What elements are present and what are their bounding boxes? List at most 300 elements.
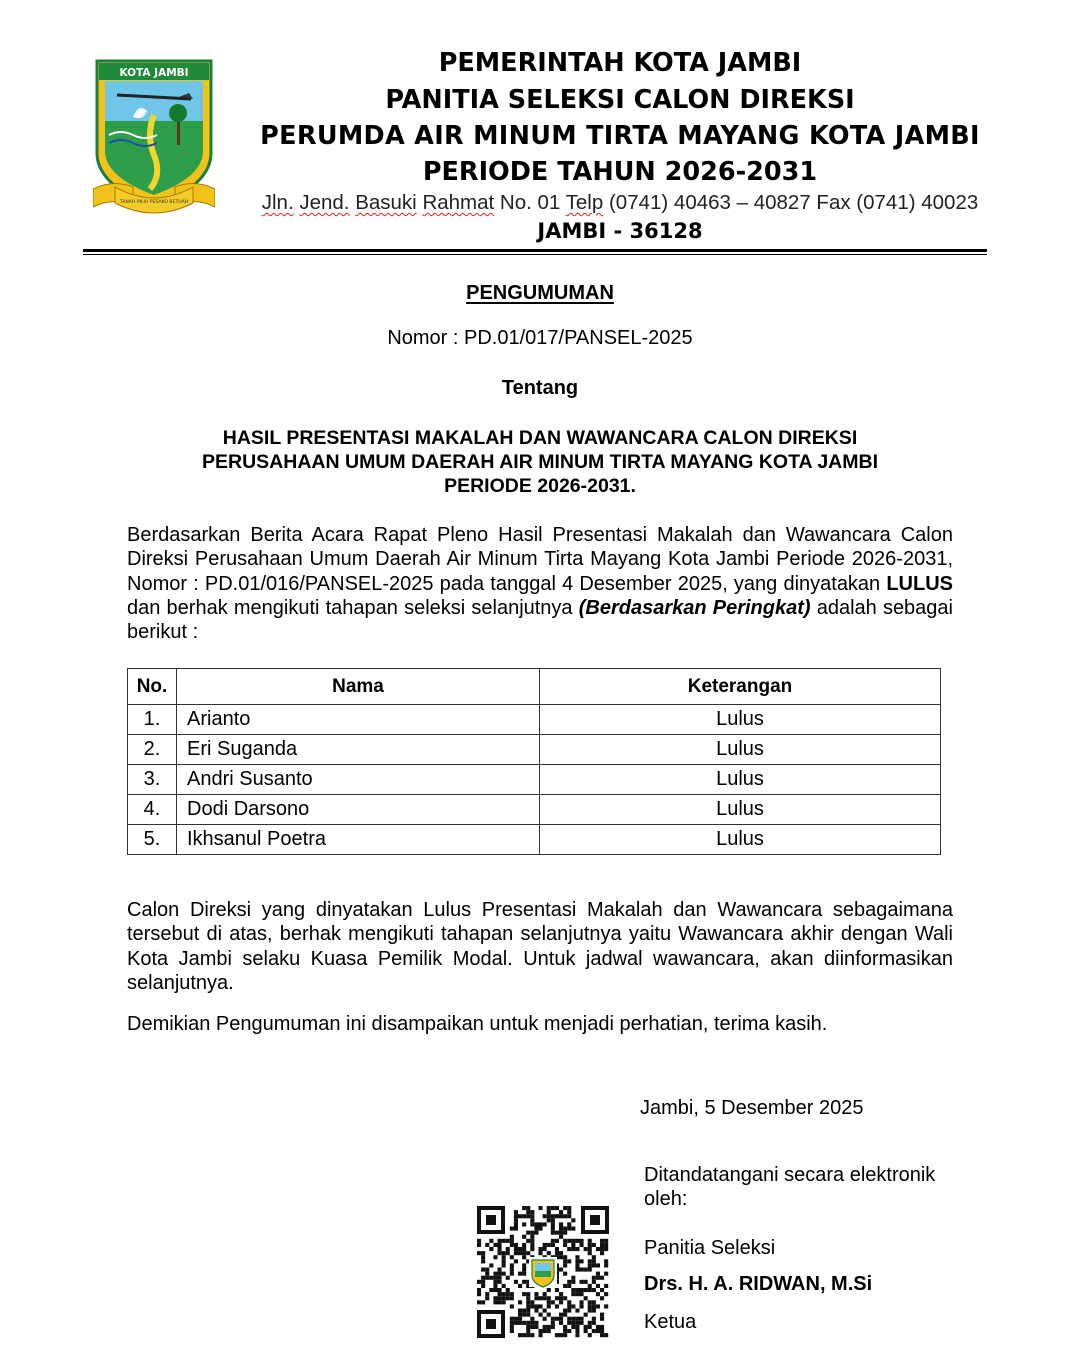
qr-module xyxy=(534,1292,538,1296)
cell-keterangan: Lulus xyxy=(540,825,941,855)
qr-module xyxy=(522,1280,526,1284)
qr-module xyxy=(588,1304,592,1308)
qr-module xyxy=(575,1239,579,1243)
qr-module xyxy=(526,1300,530,1304)
qr-module xyxy=(604,1333,608,1337)
qr-module xyxy=(543,1222,547,1226)
qr-module xyxy=(559,1227,563,1231)
qr-module xyxy=(563,1227,567,1231)
qr-module xyxy=(493,1288,497,1292)
qr-module xyxy=(592,1255,596,1259)
qr-module xyxy=(539,1296,543,1300)
qr-module xyxy=(530,1300,534,1304)
qr-module xyxy=(551,1317,555,1321)
qr-module xyxy=(547,1218,551,1222)
qr-module xyxy=(493,1296,497,1300)
qr-module xyxy=(559,1300,563,1304)
results-table xyxy=(127,668,941,855)
qr-module xyxy=(555,1231,559,1235)
qr-module xyxy=(518,1313,522,1317)
qr-module xyxy=(575,1268,579,1272)
qr-module xyxy=(506,1247,510,1251)
qr-module xyxy=(543,1243,547,1247)
qr-module xyxy=(522,1222,526,1226)
qr-module xyxy=(604,1272,608,1276)
qr-module xyxy=(588,1300,592,1304)
qr-module xyxy=(555,1288,559,1292)
qr-module xyxy=(588,1239,592,1243)
qr-module xyxy=(481,1300,485,1304)
qr-module xyxy=(551,1325,555,1329)
qr-module xyxy=(481,1251,485,1255)
qr-module xyxy=(526,1313,530,1317)
qr-module xyxy=(580,1280,584,1284)
cell-no: 1. xyxy=(128,705,177,735)
qr-module xyxy=(547,1313,551,1317)
qr-module xyxy=(592,1288,596,1292)
qr-module xyxy=(600,1251,604,1255)
qr-module xyxy=(580,1321,584,1325)
qr-module xyxy=(502,1300,506,1304)
qr-module xyxy=(547,1300,551,1304)
qr-module xyxy=(563,1284,567,1288)
letterhead-line-4: PERIODE TAHUN 2026-2031 xyxy=(422,157,818,187)
qr-module xyxy=(493,1280,497,1284)
qr-module xyxy=(563,1333,567,1337)
qr-module xyxy=(526,1210,530,1214)
qr-module xyxy=(534,1309,538,1313)
qr-module xyxy=(510,1304,514,1308)
qr-module xyxy=(477,1280,481,1284)
qr-module xyxy=(518,1300,522,1304)
qr-module xyxy=(510,1317,514,1321)
intro-paragraph: Berdasarkan Berita Acara Rapat Pleno Hasil Presentasi Makalah dan Wawancara Calon Direksi Perusahaan Umum Daerah Air Minum Tirta Mayang Kota Jambi Periode 2026-2031, Nomor : PD.01/016/PANSEL-2025 pada tanggal 4 Desember 2025, yang dinyatakan LULUS dan berhak mengikuti tahapan seleksi selanjutnya (Berdasarkan Peringkat) adalah sebagai berikut : xyxy=(127,524,953,644)
cell-nama: Ikhsanul Poetra xyxy=(177,825,540,855)
cell-keterangan: Lulus xyxy=(540,735,941,765)
qr-module xyxy=(514,1218,518,1222)
qr-module xyxy=(510,1235,514,1239)
qr-module xyxy=(596,1276,600,1280)
qr-module xyxy=(502,1296,506,1300)
qr-module xyxy=(514,1243,518,1247)
qr-module xyxy=(563,1214,567,1218)
qr-module xyxy=(502,1259,506,1263)
qr-module xyxy=(514,1251,518,1255)
col-keterangan: Keterangan xyxy=(540,669,941,705)
qr-module xyxy=(530,1218,534,1222)
qr-module xyxy=(588,1333,592,1337)
qr-module xyxy=(567,1300,571,1304)
qr-module xyxy=(567,1259,571,1263)
qr-module xyxy=(506,1276,510,1280)
qr-module xyxy=(539,1333,543,1337)
qr-module xyxy=(477,1292,481,1296)
qr-module xyxy=(567,1317,571,1321)
qr-module xyxy=(518,1251,522,1255)
announcement-title: HASIL PRESENTASI MAKALAH DAN WAWANCARA CALON DIREKSI PERUSAHAAN UMUM DAERAH AIR MINUM TIRTA MAYANG KOTA JAMBI PERIODE 2026-2031. xyxy=(202,427,878,497)
qr-module xyxy=(543,1214,547,1218)
qr-module xyxy=(477,1300,481,1304)
qr-module xyxy=(502,1239,506,1243)
qr-module xyxy=(485,1272,489,1276)
qr-module xyxy=(567,1227,571,1231)
qr-module xyxy=(477,1243,481,1247)
qr-module xyxy=(600,1317,604,1321)
qr-module xyxy=(498,1243,502,1247)
letterhead-city: JAMBI - 36128 xyxy=(537,219,703,243)
qr-module xyxy=(530,1325,534,1329)
qr-module xyxy=(596,1329,600,1333)
qr-module xyxy=(526,1214,530,1218)
cell-no: 5. xyxy=(128,825,177,855)
qr-module xyxy=(563,1296,567,1300)
col-no: No. xyxy=(128,669,177,705)
qr-module xyxy=(559,1214,563,1218)
qr-module xyxy=(575,1292,579,1296)
qr-module xyxy=(563,1313,567,1317)
electronic-signature-note: Ditandatangani secara elektronik oleh: xyxy=(644,1164,936,1210)
qr-module xyxy=(526,1251,530,1255)
qr-module xyxy=(559,1317,563,1321)
qr-module xyxy=(584,1288,588,1292)
qr-module xyxy=(563,1309,567,1313)
qr-module xyxy=(514,1259,518,1263)
qr-module xyxy=(506,1296,510,1300)
qr-module xyxy=(592,1300,596,1304)
qr-module xyxy=(522,1247,526,1251)
qr-module xyxy=(580,1268,584,1272)
signature-date: Jambi, 5 Desember 2025 xyxy=(640,1097,864,1119)
qr-module xyxy=(539,1227,543,1231)
svg-text:KOTA JAMBI: KOTA JAMBI xyxy=(119,67,189,79)
qr-module xyxy=(526,1292,530,1296)
qr-module xyxy=(571,1247,575,1251)
qr-module xyxy=(580,1259,584,1263)
qr-module xyxy=(588,1263,592,1267)
qr-module xyxy=(498,1288,502,1292)
qr-module xyxy=(514,1317,518,1321)
qr-module xyxy=(559,1235,563,1239)
qr-module xyxy=(559,1292,563,1296)
qr-module xyxy=(604,1243,608,1247)
qr-module xyxy=(604,1259,608,1263)
qr-module xyxy=(522,1214,526,1218)
qr-module xyxy=(498,1300,502,1304)
qr-module xyxy=(555,1251,559,1255)
qr-module xyxy=(596,1284,600,1288)
qr-module xyxy=(534,1321,538,1325)
qr-module xyxy=(510,1243,514,1247)
qr-code-icon xyxy=(476,1205,610,1339)
qr-module xyxy=(510,1268,514,1272)
qr-module xyxy=(485,1268,489,1272)
qr-module xyxy=(580,1243,584,1247)
table-row xyxy=(128,735,941,765)
qr-module xyxy=(584,1280,588,1284)
cell-keterangan: Lulus xyxy=(540,795,941,825)
qr-module xyxy=(539,1251,543,1255)
qr-module xyxy=(588,1243,592,1247)
qr-module xyxy=(600,1333,604,1337)
qr-module xyxy=(530,1210,534,1214)
qr-module xyxy=(530,1317,534,1321)
qr-module xyxy=(498,1272,502,1276)
qr-module xyxy=(592,1280,596,1284)
qr-module xyxy=(518,1284,522,1288)
qr-module xyxy=(498,1292,502,1296)
qr-module xyxy=(498,1276,502,1280)
qr-module xyxy=(563,1231,567,1235)
qr-module xyxy=(600,1329,604,1333)
qr-module xyxy=(530,1235,534,1239)
qr-module xyxy=(530,1304,534,1308)
qr-module xyxy=(559,1321,563,1325)
qr-module xyxy=(514,1247,518,1251)
cell-no: 2. xyxy=(128,735,177,765)
qr-module xyxy=(489,1288,493,1292)
qr-module xyxy=(571,1321,575,1325)
qr-module xyxy=(580,1317,584,1321)
qr-module xyxy=(506,1239,510,1243)
qr-module xyxy=(530,1243,534,1247)
qr-module xyxy=(551,1321,555,1325)
qr-module xyxy=(518,1272,522,1276)
table-header-row xyxy=(128,669,941,705)
qr-module xyxy=(551,1239,555,1243)
qr-module xyxy=(522,1321,526,1325)
qr-module xyxy=(477,1251,481,1255)
signatory-role: Ketua xyxy=(644,1311,697,1333)
qr-module xyxy=(547,1214,551,1218)
qr-module xyxy=(539,1222,543,1226)
qr-module xyxy=(493,1300,497,1304)
qr-module xyxy=(596,1292,600,1296)
qr-module xyxy=(539,1313,543,1317)
qr-module xyxy=(485,1243,489,1247)
qr-module xyxy=(526,1239,530,1243)
qr-module xyxy=(526,1321,530,1325)
qr-module xyxy=(522,1333,526,1337)
qr-module xyxy=(604,1263,608,1267)
qr-module xyxy=(477,1239,481,1243)
letterhead-line-3: PERUMDA AIR MINUM TIRTA MAYANG KOTA JAMBI xyxy=(260,121,980,151)
qr-module xyxy=(510,1292,514,1296)
qr-module xyxy=(502,1284,506,1288)
closing-paragraph: Demikian Pengumuman ini disampaikan untuk menjadi perhatian, terima kasih. xyxy=(127,1013,828,1035)
qr-module xyxy=(551,1222,555,1226)
qr-module xyxy=(526,1309,530,1313)
cell-no: 3. xyxy=(128,765,177,795)
qr-module xyxy=(555,1333,559,1337)
qr-module xyxy=(498,1268,502,1272)
qr-module xyxy=(571,1239,575,1243)
qr-module xyxy=(563,1329,567,1333)
qr-module xyxy=(526,1304,530,1308)
qr-module xyxy=(502,1255,506,1259)
qr-module xyxy=(551,1300,555,1304)
qr-module xyxy=(588,1325,592,1329)
qr-module xyxy=(588,1321,592,1325)
qr-module xyxy=(563,1255,567,1259)
qr-module xyxy=(604,1292,608,1296)
qr-module xyxy=(506,1292,510,1296)
qr-module xyxy=(547,1206,551,1210)
qr-module xyxy=(559,1255,563,1259)
qr-module xyxy=(514,1321,518,1325)
qr-module xyxy=(559,1222,563,1226)
qr-module xyxy=(555,1206,559,1210)
qr-module xyxy=(493,1276,497,1280)
qr-module xyxy=(571,1280,575,1284)
qr-module xyxy=(539,1247,543,1251)
announcement-about: Tentang xyxy=(501,377,579,399)
letterhead-address: Jln. Jend. Basuki Rahmat No. 01 Telp (0741) 40463 – 40827 Fax (0741) 40023 xyxy=(261,191,979,214)
qr-module xyxy=(522,1255,526,1259)
qr-module xyxy=(588,1251,592,1255)
qr-module xyxy=(592,1309,596,1313)
qr-module xyxy=(514,1210,518,1214)
kota-jambi-logo xyxy=(93,57,215,217)
qr-module xyxy=(506,1251,510,1255)
cell-nama: Dodi Darsono xyxy=(177,795,540,825)
qr-module xyxy=(526,1329,530,1333)
qr-module xyxy=(588,1309,592,1313)
qr-module xyxy=(547,1251,551,1255)
signatory-name: Drs. H. A. RIDWAN, M.Si xyxy=(644,1273,873,1295)
qr-module xyxy=(539,1329,543,1333)
qr-module xyxy=(600,1313,604,1317)
qr-module xyxy=(575,1309,579,1313)
qr-module xyxy=(534,1231,538,1235)
qr-module xyxy=(567,1329,571,1333)
qr-module xyxy=(559,1231,563,1235)
qr-module xyxy=(551,1214,555,1218)
qr-module xyxy=(530,1231,534,1235)
qr-module xyxy=(543,1247,547,1251)
qr-module xyxy=(567,1239,571,1243)
qr-module xyxy=(575,1255,579,1259)
qr-module xyxy=(547,1210,551,1214)
qr-module xyxy=(551,1206,555,1210)
qr-module xyxy=(522,1309,526,1313)
qr-module xyxy=(534,1227,538,1231)
svg-text:TANAH PILIH PESAKO BETUAH: TANAH PILIH PESAKO BETUAH xyxy=(119,200,189,205)
qr-module xyxy=(514,1222,518,1226)
qr-module xyxy=(530,1333,534,1337)
qr-module xyxy=(522,1268,526,1272)
qr-module xyxy=(489,1263,493,1267)
qr-module xyxy=(522,1292,526,1296)
qr-module xyxy=(498,1296,502,1300)
qr-module xyxy=(575,1259,579,1263)
qr-module xyxy=(543,1325,547,1329)
letterhead-divider-thin xyxy=(83,254,987,255)
qr-module xyxy=(563,1325,567,1329)
qr-module xyxy=(510,1321,514,1325)
qr-module xyxy=(580,1292,584,1296)
qr-module xyxy=(580,1288,584,1292)
qr-module xyxy=(555,1247,559,1251)
qr-module xyxy=(559,1296,563,1300)
qr-module xyxy=(547,1329,551,1333)
qr-module xyxy=(489,1276,493,1280)
qr-module xyxy=(584,1329,588,1333)
qr-module xyxy=(551,1243,555,1247)
qr-module xyxy=(575,1325,579,1329)
qr-module xyxy=(584,1268,588,1272)
qr-module xyxy=(526,1333,530,1337)
qr-module xyxy=(485,1292,489,1296)
qr-module xyxy=(592,1259,596,1263)
qr-module xyxy=(498,1251,502,1255)
qr-module xyxy=(592,1276,596,1280)
qr-module xyxy=(510,1239,514,1243)
qr-module xyxy=(600,1247,604,1251)
announcement-heading: PENGUMUMAN xyxy=(466,282,614,304)
qr-module xyxy=(596,1325,600,1329)
qr-module xyxy=(567,1321,571,1325)
qr-module xyxy=(571,1243,575,1247)
qr-module xyxy=(596,1263,600,1267)
qr-module xyxy=(510,1325,514,1329)
qr-module xyxy=(575,1329,579,1333)
qr-module xyxy=(514,1214,518,1218)
qr-module xyxy=(514,1280,518,1284)
qr-module xyxy=(592,1263,596,1267)
qr-module xyxy=(526,1231,530,1235)
cell-nama: Andri Susanto xyxy=(177,765,540,795)
qr-module xyxy=(547,1304,551,1308)
signature-committee: Panitia Seleksi xyxy=(644,1237,776,1259)
qr-module xyxy=(481,1255,485,1259)
letterhead-line-2: PANITIA SELEKSI CALON DIREKSI xyxy=(385,85,855,115)
qr-module xyxy=(493,1272,497,1276)
qr-module xyxy=(530,1222,534,1226)
qr-module xyxy=(510,1296,514,1300)
qr-module xyxy=(600,1325,604,1329)
qr-module xyxy=(600,1243,604,1247)
qr-module xyxy=(584,1247,588,1251)
qr-module xyxy=(522,1313,526,1317)
qr-module xyxy=(567,1247,571,1251)
qr-module xyxy=(522,1206,526,1210)
qr-module xyxy=(571,1304,575,1308)
qr-module xyxy=(563,1239,567,1243)
qr-module xyxy=(600,1296,604,1300)
qr-module xyxy=(559,1313,563,1317)
qr-module xyxy=(567,1304,571,1308)
qr-module xyxy=(571,1218,575,1222)
qr-module xyxy=(547,1243,551,1247)
qr-module xyxy=(498,1247,502,1251)
qr-module xyxy=(543,1292,547,1296)
qr-module xyxy=(571,1292,575,1296)
qr-module xyxy=(534,1325,538,1329)
qr-module xyxy=(588,1259,592,1263)
qr-module xyxy=(555,1304,559,1308)
qr-module xyxy=(502,1292,506,1296)
qr-module xyxy=(551,1227,555,1231)
qr-module xyxy=(534,1222,538,1226)
qr-module xyxy=(498,1239,502,1243)
qr-module xyxy=(580,1239,584,1243)
cell-keterangan: Lulus xyxy=(540,765,941,795)
qr-module xyxy=(502,1272,506,1276)
qr-module xyxy=(592,1321,596,1325)
qr-module xyxy=(485,1276,489,1280)
qr-module xyxy=(547,1288,551,1292)
qr-module xyxy=(485,1296,489,1300)
